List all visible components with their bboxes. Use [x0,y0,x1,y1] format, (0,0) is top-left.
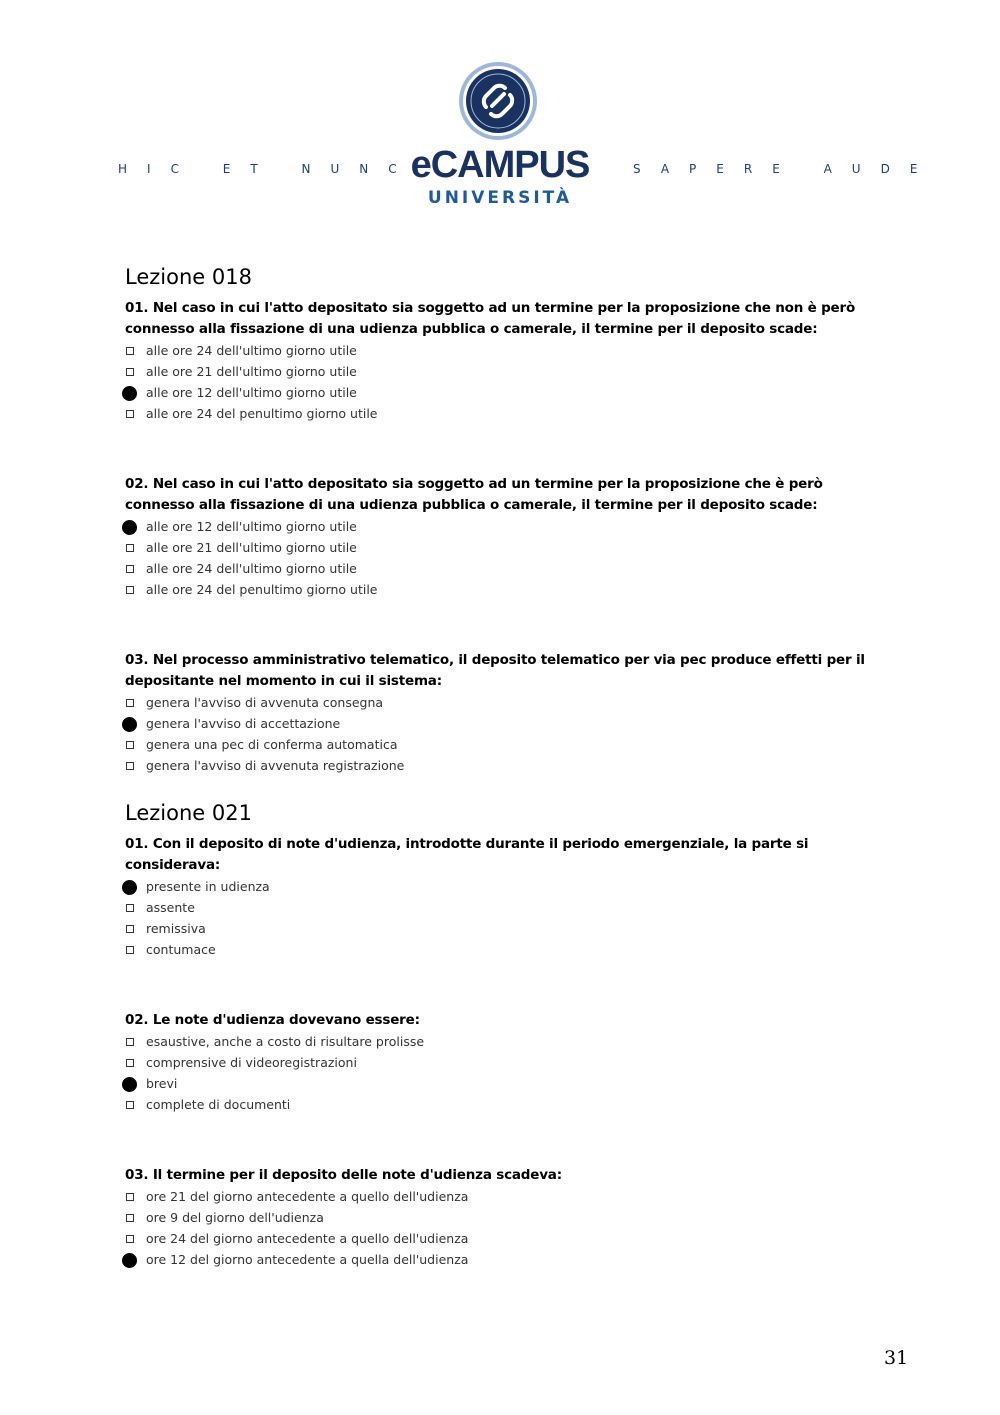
answer-option[interactable] [125,1186,885,1207]
answer-label: alle ore 12 dell'ultimo giorno utile [146,519,357,534]
answer-label: alle ore 21 dell'ultimo giorno utile [146,364,357,379]
answer-options [125,876,885,960]
answer-option[interactable] [125,1207,885,1228]
answer-option[interactable] [125,537,885,558]
answer-option[interactable] [125,340,885,361]
answer-option[interactable] [125,897,885,918]
checkbox-icon[interactable] [126,347,134,355]
page-number: 31 [884,1347,909,1369]
checkbox-icon[interactable] [126,565,134,573]
checkbox-icon[interactable] [126,946,134,954]
answer-label: brevi [146,1076,178,1091]
lesson-title: Lezione 018 [125,265,252,289]
question-text: 01. Con il deposito di note d'udienza, introdotte durante il periodo emergenziale, la parte si considerava: [125,836,809,873]
motto-right: SAPERE AUDE [633,162,938,176]
answer-label: presente in udienza [146,879,270,894]
selected-answer-dot-icon [122,520,137,535]
selected-answer-dot-icon [122,1253,137,1268]
answer-options [125,516,885,600]
answer-label: ore 24 del giorno antecedente a quello dell'udienza [146,1231,469,1246]
answer-option[interactable] [125,558,885,579]
answer-label: genera una pec di conferma automatica [146,737,398,752]
question-text: 03. Il termine per il deposito delle note d'udienza scadeva: [125,1167,562,1183]
answer-label: assente [146,900,195,915]
chain-link-icon [458,61,538,141]
question [125,1010,885,1115]
question [125,298,885,424]
answer-option[interactable] [125,876,885,897]
checkbox-icon[interactable] [126,762,134,770]
answer-option[interactable] [125,734,885,755]
lesson-title: Lezione 021 [125,801,252,825]
answer-label: ore 12 del giorno antecedente a quella dell'udienza [146,1252,469,1267]
selected-answer-dot-icon [122,386,137,401]
checkbox-icon[interactable] [126,1193,134,1201]
question [125,834,885,960]
answer-option[interactable] [125,1228,885,1249]
checkbox-icon[interactable] [126,699,134,707]
checkbox-icon[interactable] [126,544,134,552]
answer-label: alle ore 24 del penultimo giorno utile [146,406,378,421]
checkbox-icon[interactable] [126,1235,134,1243]
answer-label: ore 9 del giorno dell'udienza [146,1210,324,1225]
question-text: 01. Nel caso in cui l'atto depositato sia soggetto ad un termine per la proposizione che non è però connesso alla fissazione di una udienza pubblica o camerale, il termine per il deposito scade: [125,300,856,337]
answer-option[interactable] [125,361,885,382]
checkbox-icon[interactable] [126,586,134,594]
answer-label: contumace [146,942,216,957]
question-text: 02. Nel caso in cui l'atto depositato sia soggetto ad un termine per la proposizione che è però connesso alla fissazione di una udienza pubblica o camerale, il termine per il deposito scade: [125,476,823,513]
answer-option[interactable] [125,1052,885,1073]
answer-options [125,1186,885,1270]
question [125,474,885,600]
page-header [0,0,1000,230]
answer-option[interactable] [125,1031,885,1052]
checkbox-icon[interactable] [126,1059,134,1067]
answer-label: alle ore 21 dell'ultimo giorno utile [146,540,357,555]
answer-label: genera l'avviso di accettazione [146,716,341,731]
checkbox-icon[interactable] [126,1214,134,1222]
checkbox-icon[interactable] [126,925,134,933]
answer-option[interactable] [125,579,885,600]
answer-option[interactable] [125,403,885,424]
question-text: 03. Nel processo amministrativo telematico, il deposito telematico per via pec produce effetti per il depositante nel momento in cui il sistema: [125,652,865,689]
selected-answer-dot-icon [122,1077,137,1092]
answer-options [125,692,885,776]
answer-label: complete di documenti [146,1097,291,1112]
motto-left: HIC ET NUNC [118,162,417,176]
answer-option[interactable] [125,755,885,776]
brand-subtitle: UNIVERSITÀ [427,188,573,208]
answer-option[interactable] [125,713,885,734]
answer-label: alle ore 24 del penultimo giorno utile [146,582,378,597]
answer-label: alle ore 24 dell'ultimo giorno utile [146,561,357,576]
answer-label: comprensive di videoregistrazioni [146,1055,357,1070]
answer-label: esaustive, anche a costo di risultare prolisse [146,1034,425,1049]
answer-option[interactable] [125,1094,885,1115]
answer-options [125,340,885,424]
answer-label: genera l'avviso di avvenuta registrazione [146,758,405,773]
checkbox-icon[interactable] [126,410,134,418]
question-text: 02. Le note d'udienza dovevano essere: [125,1012,420,1028]
question [125,1165,885,1270]
quiz-content [125,262,885,1320]
selected-answer-dot-icon [122,880,137,895]
answer-option[interactable] [125,918,885,939]
answer-option[interactable] [125,382,885,403]
checkbox-icon[interactable] [126,1101,134,1109]
answer-option[interactable] [125,516,885,537]
answer-label: genera l'avviso di avvenuta consegna [146,695,384,710]
checkbox-icon[interactable] [126,1038,134,1046]
answer-label: remissiva [146,921,206,936]
checkbox-icon[interactable] [126,368,134,376]
checkbox-icon[interactable] [126,741,134,749]
answer-option[interactable] [125,1249,885,1270]
answer-option[interactable] [125,939,885,960]
answer-option[interactable] [125,692,885,713]
answer-option[interactable] [125,1073,885,1094]
brand-name: eCAMPUS [410,144,590,186]
question [125,650,885,776]
answer-label: alle ore 12 dell'ultimo giorno utile [146,385,357,400]
answer-label: ore 21 del giorno antecedente a quello dell'udienza [146,1189,469,1204]
selected-answer-dot-icon [122,717,137,732]
checkbox-icon[interactable] [126,904,134,912]
answer-label: alle ore 24 dell'ultimo giorno utile [146,343,357,358]
answer-options [125,1031,885,1115]
